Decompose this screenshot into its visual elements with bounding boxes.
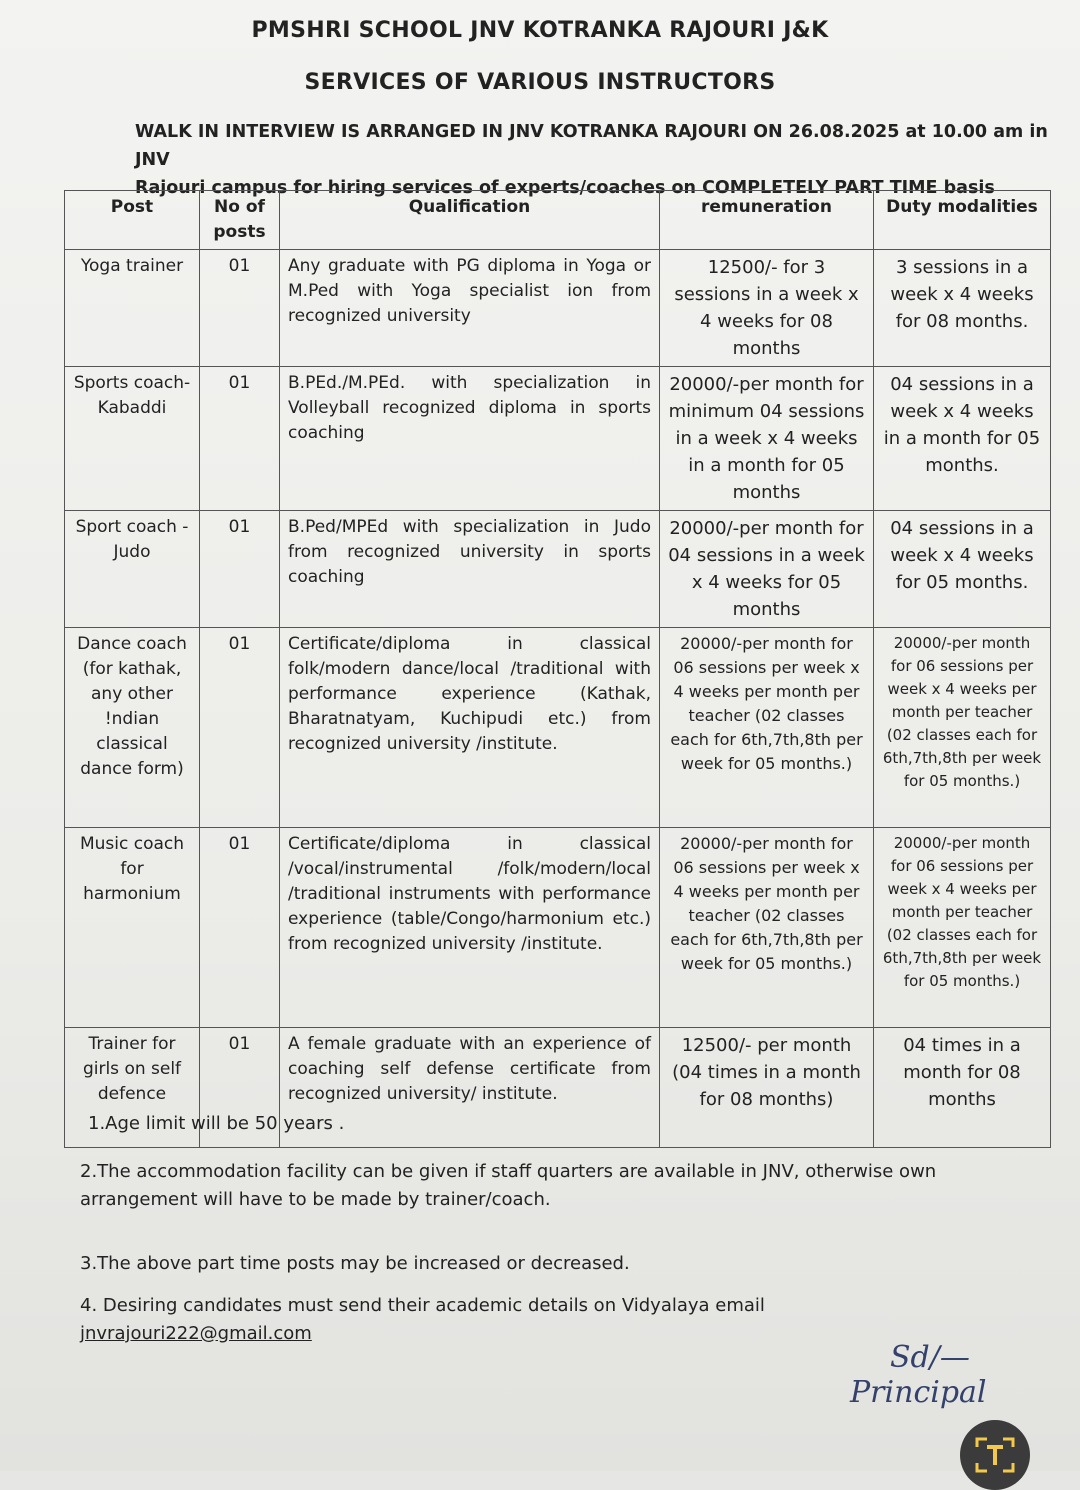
table-row bbox=[65, 828, 1051, 1028]
header-post: Post bbox=[65, 191, 200, 250]
header-no-of-posts: No of posts bbox=[200, 191, 280, 250]
cell-duty: 3 sessions in a week x 4 weeks for 08 months. bbox=[874, 250, 1051, 367]
principal-signature bbox=[850, 1340, 1010, 1410]
header-qualification: Qualification bbox=[280, 191, 660, 250]
note-application-text: 4. Desiring candidates must send their academic details on Vidyalaya email bbox=[80, 1295, 765, 1316]
cell-no: 01 bbox=[200, 250, 280, 367]
cell-no: 01 bbox=[200, 511, 280, 628]
table-row bbox=[65, 511, 1051, 628]
cell-duty: 20000/-per month for 06 sessions per week x 4 weeks per month per teacher (02 classes each for 6th,7th,8th per week for 05 months.) bbox=[874, 828, 1051, 1028]
cell-post: Sports coach- Kabaddi bbox=[65, 367, 200, 511]
cell-duty: 04 times in a month for 08 months bbox=[874, 1028, 1051, 1148]
note-accommodation: 2.The accommodation facility can be given if staff quarters are available in JNV, otherwise own arrangement will have to be made by trainer/coach. bbox=[80, 1161, 937, 1210]
cell-qualification: Any graduate with PG diploma in Yoga or M.Ped with Yoga specialist ion from recognized university bbox=[280, 250, 660, 367]
intro-line-1: WALK IN INTERVIEW IS ARRANGED IN JNV KOTRANKA RAJOURI ON 26.08.2025 at 10.00 am in JNV bbox=[135, 122, 1048, 170]
cell-no: 01 bbox=[200, 628, 280, 828]
document-subtitle: SERVICES OF VARIOUS INSTRUCTORS bbox=[304, 70, 776, 95]
cell-post: Sport coach - Judo bbox=[65, 511, 200, 628]
cell-qualification: A female graduate with an experience of coaching self defense certificate from recognized university/ institute. bbox=[280, 1028, 660, 1148]
cell-post: Trainer for girls on self defence bbox=[65, 1028, 200, 1148]
cell-no: 01 bbox=[200, 367, 280, 511]
table-row bbox=[65, 250, 1051, 367]
cell-qualification: B.Ped/MPEd with specialization in Judo from recognized university in sports coaching bbox=[280, 511, 660, 628]
cell-post: Yoga trainer bbox=[65, 250, 200, 367]
school-title: PMSHRI SCHOOL JNV KOTRANKA RAJOURI J&K bbox=[251, 18, 829, 43]
cell-remuneration: 20000/-per month for 06 sessions per week x 4 weeks per month per teacher (02 classes each for 6th,7th,8th per week for 05 months.) bbox=[660, 828, 874, 1028]
cell-remuneration: 12500/- per month (04 times in a month for 08 months) bbox=[660, 1028, 874, 1148]
cell-no: 01 bbox=[200, 1028, 280, 1148]
signature-line-2: Principal bbox=[850, 1375, 987, 1410]
cell-duty: 20000/-per month for 06 sessions per week x 4 weeks per month per teacher (02 classes each for 6th,7th,8th per week for 05 months.) bbox=[874, 628, 1051, 828]
header-remuneration: remuneration bbox=[660, 191, 874, 250]
cell-qualification: Certificate/diploma in classical folk/modern dance/local /traditional with performance experience (Kathak, Bharatnatyam, Kuchipudi etc.) from recognized university /institute. bbox=[280, 628, 660, 828]
header-duty-modalities: Duty modalities bbox=[874, 191, 1051, 250]
cell-post: Music coach for harmonium bbox=[65, 828, 200, 1028]
scan-frame-icon bbox=[973, 1433, 1017, 1477]
table-row bbox=[65, 628, 1051, 828]
table-header-row bbox=[65, 191, 1051, 250]
note-posts-variation: 3.The above part time posts may be increased or decreased. bbox=[80, 1253, 630, 1274]
cell-remuneration: 20000/-per month for minimum 04 sessions in a week x 4 weeks in a month for 05 months bbox=[660, 367, 874, 511]
table-row bbox=[65, 367, 1051, 511]
contact-email-link[interactable]: jnvrajouri222@gmail.com bbox=[80, 1323, 312, 1344]
text-scan-icon[interactable] bbox=[960, 1420, 1030, 1490]
cell-post: Dance coach (for kathak, any other !ndian classical dance form) bbox=[65, 628, 200, 828]
cell-remuneration: 20000/-per month for 06 sessions per week x 4 weeks per month per teacher (02 classes each for 6th,7th,8th per week for 05 months.) bbox=[660, 628, 874, 828]
cell-no: 01 bbox=[200, 828, 280, 1028]
cell-remuneration: 12500/- for 3 sessions in a week x 4 weeks for 08 months bbox=[660, 250, 874, 367]
cell-duty: 04 sessions in a week x 4 weeks in a month for 05 months. bbox=[874, 367, 1051, 511]
note-age-limit: 1.Age limit will be 50 years . bbox=[88, 1113, 345, 1134]
cell-qualification: B.PEd./M.PEd. with specialization in Volleyball recognized diploma in sports coaching bbox=[280, 367, 660, 511]
instructors-table bbox=[64, 190, 1051, 1148]
intro-line-2: Rajouri campus for hiring services of experts/coaches on COMPLETELY PART TIME basis bbox=[135, 178, 995, 198]
cell-remuneration: 20000/-per month for 04 sessions in a week x 4 weeks for 05 months bbox=[660, 511, 874, 628]
cell-qualification: Certificate/diploma in classical /vocal/instrumental /folk/modern/local /traditional instruments with performance experience (table/Congo/harmonium etc.) from recognized university /institute. bbox=[280, 828, 660, 1028]
cell-duty: 04 sessions in a week x 4 weeks for 05 months. bbox=[874, 511, 1051, 628]
signature-line-1: Sd/— bbox=[890, 1340, 970, 1375]
